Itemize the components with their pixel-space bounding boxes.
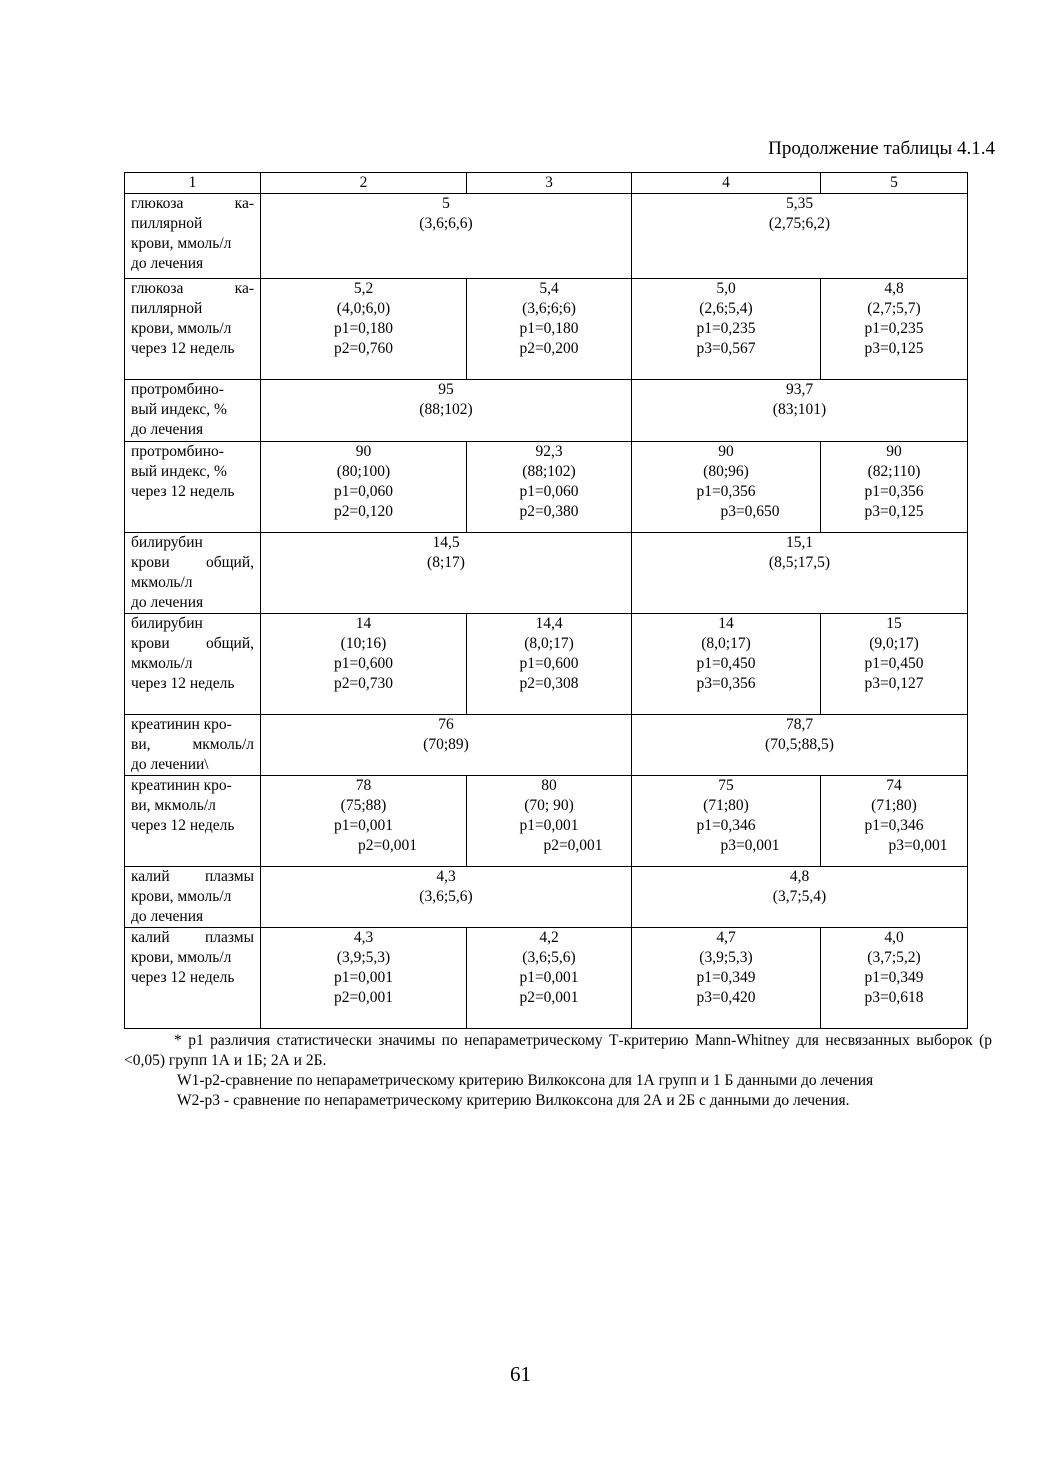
table-row xyxy=(125,442,968,533)
cell-value: 92,3 (88;102) p1=0,060 p2=0,380 xyxy=(467,442,632,533)
cell-value: 15 (9,0;17) p1=0,450 p3=0,127 xyxy=(821,614,968,715)
table-row xyxy=(125,867,968,928)
group1-value: 76 (70;89) xyxy=(261,715,632,776)
column-header: 2 xyxy=(261,173,467,194)
row-label: глюкоза ка- пиллярной крови, ммоль/л до лечения xyxy=(125,194,261,279)
row-label: калий плазмы крови, ммоль/л до лечения xyxy=(125,867,261,928)
cell-value: 78 (75;88) p1=0,001 p2=0,001 xyxy=(261,776,467,867)
table-row xyxy=(125,614,968,715)
cell-value: 14,4 (8,0;17) p1=0,600 p2=0,308 xyxy=(467,614,632,715)
cell-value: 5,0 (2,6;5,4) p1=0,235 p3=0,567 xyxy=(632,279,821,380)
row-label: протромбино- вый индекс, % через 12 недель xyxy=(125,442,261,533)
row-label: глюкоза ка- пиллярной крови, ммоль/л через 12 недель xyxy=(125,279,261,380)
table-row xyxy=(125,279,968,380)
cell-value: 4,0 (3,7;5,2) p1=0,349 p3=0,618 xyxy=(821,928,968,1029)
table-caption: Продолжение таблицы 4.1.4 xyxy=(768,138,995,159)
table-notes xyxy=(124,1031,992,1111)
cell-value: 14 (10;16) p1=0,600 p2=0,730 xyxy=(261,614,467,715)
cell-value: 4,2 (3,6;5,6) p1=0,001 p2=0,001 xyxy=(467,928,632,1029)
row-label: билирубин крови общий, мкмоль/л через 12 недель xyxy=(125,614,261,715)
cell-value: 5,2 (4,0;6,0) p1=0,180 p2=0,760 xyxy=(261,279,467,380)
cell-value: 4,8 (2,7;5,7) p1=0,235 p3=0,125 xyxy=(821,279,968,380)
cell-value: 90 (80;96) p1=0,356 p3=0,650 xyxy=(632,442,821,533)
cell-value: 74 (71;80) p1=0,346 p3=0,001 xyxy=(821,776,968,867)
group1-value: 5 (3,6;6,6) xyxy=(261,194,632,279)
group2-value: 78,7 (70,5;88,5) xyxy=(632,715,968,776)
cell-value: 5,4 (3,6;6;6) p1=0,180 p2=0,200 xyxy=(467,279,632,380)
page-number: 61 xyxy=(510,1362,531,1386)
cell-value: 4,7 (3,9;5,3) p1=0,349 p3=0,420 xyxy=(632,928,821,1029)
cell-value: 90 (80;100) p1=0,060 p2=0,120 xyxy=(261,442,467,533)
table-row xyxy=(125,928,968,1029)
column-header: 5 xyxy=(821,173,968,194)
row-label: креатинин кро- ви, мкмоль/л через 12 недель xyxy=(125,776,261,867)
note-p1: * p1 различия статистически значимы по непараметрическому Т-критерию Mann-Whitney для несвязанных выборок (p <0,05) групп 1А и 1Б; 2А и 2Б. xyxy=(124,1032,992,1069)
note-w1: W1-p2-сравнение по непараметрическому критерию Вилкоксона для 1А групп и 1 Б данными до лечения xyxy=(177,1072,874,1089)
table-row xyxy=(125,715,968,776)
row-label: креатинин кро- ви, мкмоль/л до лечении\ xyxy=(125,715,261,776)
group1-value: 14,5 (8;17) xyxy=(261,533,632,614)
row-label: билирубин крови общий, мкмоль/л до лечения xyxy=(125,533,261,614)
cell-value: 14 (8,0;17) p1=0,450 p3=0,356 xyxy=(632,614,821,715)
column-header: 1 xyxy=(125,173,261,194)
group2-value: 4,8 (3,7;5,4) xyxy=(632,867,968,928)
group1-value: 95 (88;102) xyxy=(261,380,632,442)
results-table xyxy=(124,172,968,1029)
cell-value: 90 (82;110) p1=0,356 p3=0,125 xyxy=(821,442,968,533)
table-row xyxy=(125,380,968,442)
header-row xyxy=(125,173,968,194)
group2-value: 15,1 (8,5;17,5) xyxy=(632,533,968,614)
cell-value: 75 (71;80) p1=0,346 p3=0,001 xyxy=(632,776,821,867)
cell-value: 4,3 (3,9;5,3) p1=0,001 p2=0,001 xyxy=(261,928,467,1029)
row-label: калий плазмы крови, ммоль/л через 12 недель xyxy=(125,928,261,1029)
group1-value: 4,3 (3,6;5,6) xyxy=(261,867,632,928)
note-w2: W2-p3 - сравнение по непараметрическому критерию Вилкоксона для 2А и 2Б с данными до лечения. xyxy=(177,1092,850,1109)
table-row xyxy=(125,533,968,614)
column-header: 4 xyxy=(632,173,821,194)
group2-value: 93,7 (83;101) xyxy=(632,380,968,442)
row-label: протромбино- вый индекс, % до лечения xyxy=(125,380,261,442)
table-row xyxy=(125,194,968,279)
column-header: 3 xyxy=(467,173,632,194)
cell-value: 80 (70; 90) p1=0,001 p2=0,001 xyxy=(467,776,632,867)
group2-value: 5,35 (2,75;6,2) xyxy=(632,194,968,279)
table-row xyxy=(125,776,968,867)
